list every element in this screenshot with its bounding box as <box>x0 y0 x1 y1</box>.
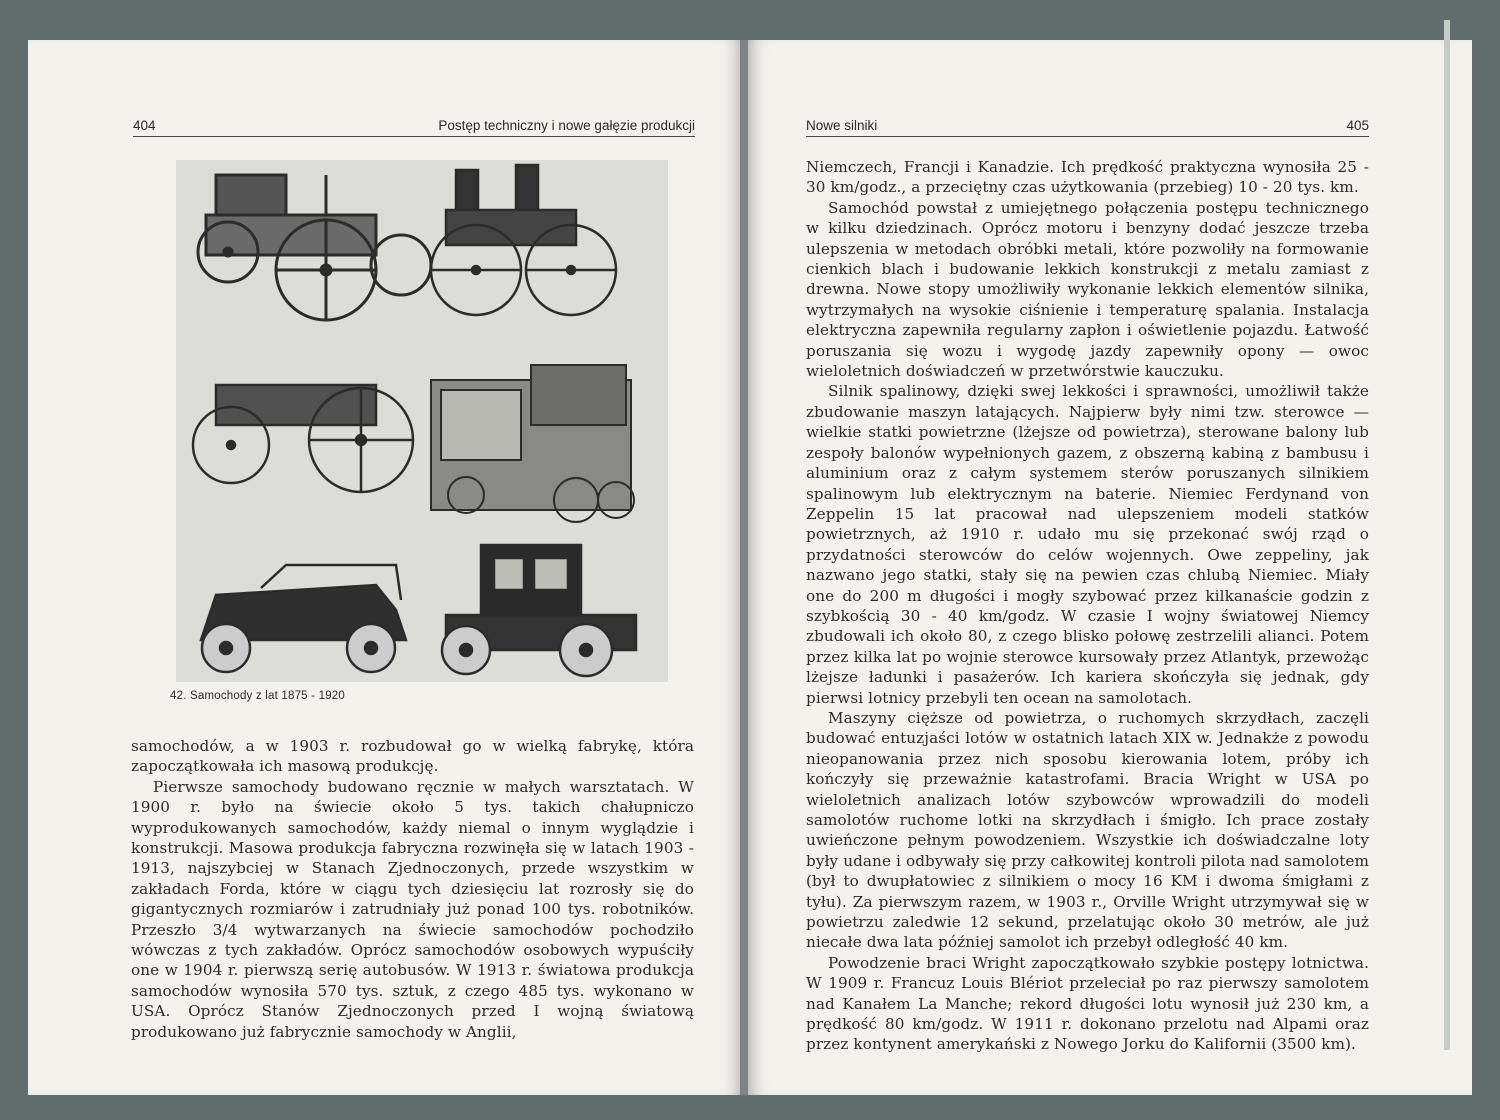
left-running-title: Postęp techniczny i nowe gałęzie produkcji <box>438 118 695 133</box>
right-page-number: 405 <box>1346 118 1369 133</box>
right-body-text <box>806 157 1369 1055</box>
right-running-title: Nowe silniki <box>806 118 878 133</box>
left-page-number: 404 <box>133 118 156 133</box>
left-running-head <box>133 118 695 137</box>
early-buses <box>431 365 634 522</box>
paragraph: Powodzenie braci Wright zapoczątkowało szybkie postępy lotnictwa. W 1909 r. Francuz Louis Blériot przeleciał po raz pierwszy samolotem nad Kanałem La Manche; rekord długości lotu wynosił już 230 km, a prędkość 80 km/godz. W 1911 r. dokonano przelotu nad Alpami oraz przez kontynent amerykański z Nowego Jorku do Kalifornii (3500 km). <box>806 953 1369 1054</box>
page-edge <box>1444 20 1450 1050</box>
right-running-head <box>806 118 1369 137</box>
paragraph: samochodów, a w 1903 r. rozbudował go w wielką fabrykę, która zapoczątkowała ich masową produkcję. <box>131 737 694 776</box>
figure-caption: 42. Samochody z lat 1875 - 1920 <box>170 690 345 702</box>
paragraph: Maszyny cięższe od powietrza, o ruchomych skrzydłach, zaczęli budować entuzjaści lotów w ostatnich latach XIX w. Jednakże z powodu nieopanowania przez nich sposobu kierowania lotem, próby ich kończyły się przeważnie katastrofami. Bracia Wright w USA po wieloletnich analizach lotów szybowców wprowadzili do modeli samolotów ruchome lotki na skrzydłach i śmigło. Ich prace zostały uwieńczone pełnym powodzeniem. Wszystkie ich doświadczalne loty były udane i odbywały się przy całkowitej kontroli pilota nad samolotem (był to dwupłatowiec z silnikiem o mocy 16 KM i dwoma śmigłami z tyłu). Za pierwszym razem, w 1903 r., Orville Wright utrzymywał się w powietrzu zaledwie 12 sekund, przelatując około 30 metrów, ale już niecałe dwa lata później samolot ich przebył odległość 40 km. <box>806 708 1369 952</box>
left-page <box>28 40 742 1095</box>
left-body-text <box>131 736 694 1042</box>
paragraph: Samochód powstał z umiejętnego połączenia postępu technicznego w kilku dziedzinach. Oprócz motoru i benzyny dodać jeszcze trzeba ulepszenia w metodach obróbki metali, które pozwoliły na formowanie cienkich blach i budowanie lekkich konstrukcji z metalu zamiast z drewna. Nowe stopy umożliwiły wykonanie lekkich elementów silnika, wytrzymałych na wysokie ciśnienie i temperaturę spalania. Instalacja elektryczna zapewniła regularny zapłon i oświetlenie pojazdu. Łatwość poruszania się wozu i wygodę jazdy zapewniły opony — owoc wieloletnich doświadczeń w przetwórstwie kauczuku. <box>806 198 1369 381</box>
cars-illustration <box>176 160 668 682</box>
paragraph: Niemczech, Francji i Kanadzie. Ich prędkość praktyczna wynosiła 25 - 30 km/godz., a przeciętny czas użytkowania (przebieg) 10 - 20 tys. km. <box>806 158 1369 197</box>
vintage-cars-photo <box>176 160 668 682</box>
paragraph: Pierwsze samochody budowano ręcznie w małych warsztatach. W 1900 r. było na świecie około 5 tys. takich chałupniczo wyprodukowanych samochodów, każdy niemal o innym wyglądzie i konstrukcji. Masowa produkcja fabryczna rozwinęła się w latach 1903 - 1913, najszybciej w Stanach Zjednoczonych, przede wszystkim w zakładach Forda, które w ciągu tych dziesięciu lat rozrosły się do gigantycznych rozmiarów i zatrudniały już ponad 100 tys. robotników. Przeszło 3/4 wytwarzanych na świecie samochodów pochodziło wówczas z tych zakładów. Oprócz samochodów osobowych wypuściły one w 1904 r. pierwszą serię autobusów. W 1913 r. światowa produkcja samochodów wynosiła 570 tys. sztuk, z czego 485 tys. wykonano w USA. Oprócz Stanów Zjednoczonych przed I wojną światową produkowano już fabrycznie samochody w Anglii, <box>131 777 694 1041</box>
paragraph: Silnik spalinowy, dzięki swej lekkości i sprawności, umożliwił także zbudowanie maszyn latających. Najpierw były nimi tzw. sterowce — wielkie statki powietrzne (lżejsze od powietrza), sterowane balony lub zespoły balonów wypełnionych gazem, z obszerną kabiną z bambusu i aluminium oraz z całym systemem sterów poruszanych silnikiem spalinowym lub elektrycznym na baterie. Niemiec Ferdynand von Zeppelin 15 lat pracował nad ulepszeniem modeli statków powietrznych, aż 1910 r. udało mu się przekonać swój rząd o przydatności sterowców do celów wojennych. Owe zeppeliny, jak nazwano jego statki, stały się na pewien czas chlubą Niemiec. Miały one do 200 m długości i mogły szybować przez kilkanaście godzin z szybkością 30 - 40 km/godz. W czasie I wojny światowej Niemcy zbudowali ich około 80, z czego blisko połowę zestrzelili alianci. Potem przez kilka lat po wojnie sterowce kursowały przez Atlantyk, przewożąc lżejsze ładunki i pasażerów. Ich kariera skończyła się jednak, gdy pierwsi lotnicy przebyli ten ocean na samolotach. <box>806 382 1369 707</box>
book-spread <box>28 40 1472 1095</box>
right-page <box>748 40 1472 1095</box>
